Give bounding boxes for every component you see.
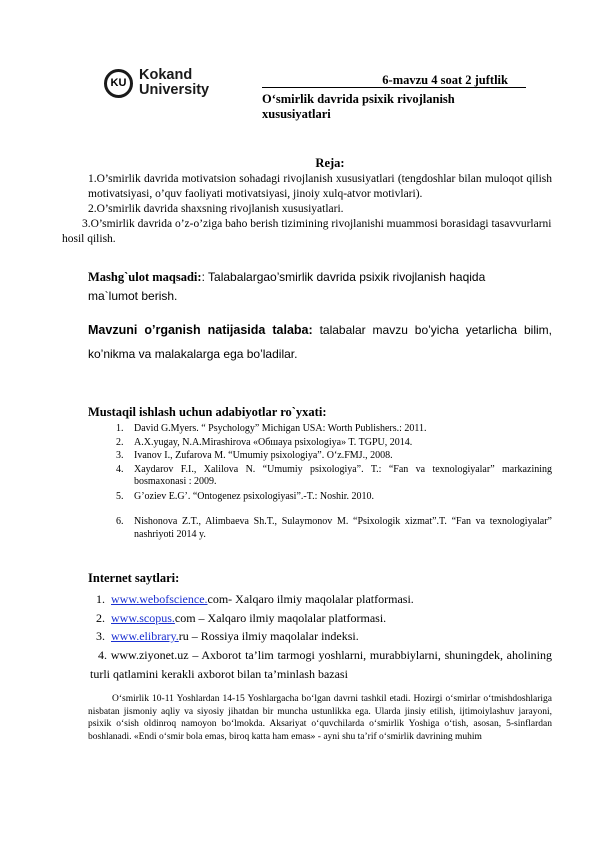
- webofscience-link[interactable]: www.webofscience.: [111, 592, 208, 606]
- list-item: 4. Xaydarov F.I., Xalilova N. “Umumiy psixologiya”. T.: “Fan va texnologiyalar” markazining bosmaxonasi : 2009.: [116, 463, 552, 487]
- elibrary-link[interactable]: www.elibrary.: [111, 629, 179, 643]
- plan-item-3: 3.O’smirlik davrida o’z-o’ziga baho berish tizimining rivojlanishi muammosi borasidagi tasavvurlarni hosil qilish.: [62, 218, 552, 245]
- list-item: 1. David G.Myers. “ Psychology” Michigan USA: Worth Publishers.: 2011.: [116, 423, 427, 434]
- learning-outcome: Mavzuni o’rganish natijasida talaba: talabalar mavzu bo’yicha yetarlicha bilim, ko’nikma va malakalarga ega bo’ladilar.: [88, 323, 552, 361]
- list-item: 2. A.X.yugay, N.A.Mirashirova «Обшaya psixologiya» T. TGPU, 2014.: [116, 436, 413, 448]
- body-paragraph: O‘smirlik 10-11 Yoshlardan 14-15 Yoshlargacha bo‘lgan davrni tashkil etadi. Hozirgi o‘smirlar o‘tmishdoshlariga nisbatan jismoniy aqliy va siyosiy jihatdan bir muncha ustunlikka ega. Ularda jinsiy etilish, ijtimoiylashuv jarayoni, psixik o‘sish oldinroq namoyon bo‘lmokda. Aksariyat o‘quvchilarda o‘smirlik Yoshiga o‘tish, asosan, 5-sinflardan boshlanadi. «Endi o‘smir bola emas, biroq katta ham emas» - ayni shu ta’rif o‘smirlik davrining muhim: [88, 694, 552, 742]
- literature-heading: Mustaqil ishlash uchun adabiyotlar ro`yxati:: [88, 405, 327, 419]
- logo-text: Kokand University: [139, 67, 210, 98]
- list-item: 5. G’oziev E.G’. “Ontogenez psixologiyasi”.-T.: Noshir. 2010.: [116, 490, 375, 502]
- logo-mark-icon: KU: [104, 69, 133, 98]
- topic-label: 6-mavzu 4 soat 2 juftlik: [262, 73, 526, 88]
- list-item: 3. Ivanov I., Zufarova M. “Umumiy psixologiya”. O‘z.FMJ., 2008.: [116, 450, 393, 461]
- learning-outcome-label: Mavzuni o’rganish natijasida talaba:: [88, 323, 313, 337]
- plan-item-1: 1.O’smirlik davrida motivatsion sohadagi rivojlanish xususiyatlari (tengdoshlar bilan muloqot qilish motivatsiyasi, o’quv faoliyati motivatsiyasi, jinoiy xulq-atvor motivlari).: [88, 173, 552, 200]
- scopus-link[interactable]: www.scopus.: [111, 610, 175, 625]
- lesson-goal-label: Mashg`ulot maqsadi:: [88, 270, 202, 284]
- list-item: 3. www.elibrary.ru – Rossiya ilmiy maqolalar indeksi.: [96, 629, 359, 643]
- internet-list: [90, 590, 550, 646]
- plan-heading: Reja:: [315, 156, 345, 170]
- list-item: 1. www.webofscience.com- Xalqaro ilmiy maqolalar platformasi.: [96, 592, 414, 606]
- internet-item-4: 4. www.ziyonet.uz – Axborot ta’lim tarmogi yoshlarni, murabbiylarni, shuningdek, aholining turli qatlamini kerakli axborot bilan ta’minlash bazasi: [90, 648, 552, 681]
- page-title: O‘smirlik davrida psixik rivojlanish xususiyatlari: [262, 92, 455, 121]
- list-item: 6. Nishonova Z.T., Alimbaeva Sh.T., Sulaymonov M. “Psixologik xizmat”.T. “Fan va texnologiyalar” nashriyoti 2014 y.: [116, 516, 552, 540]
- plan-item-2: 2.O’smirlik davrida shaxsning rivojlanish xususiyatlari.: [88, 203, 344, 215]
- university-logo: [104, 68, 226, 102]
- lesson-goal: Mashg`ulot maqsadi:: Talabalargao’smirlik davrida psixik rivojlanish haqida ma`lumot berish.: [88, 270, 486, 303]
- internet-heading: Internet saytlari:: [88, 571, 180, 585]
- literature-list: [116, 423, 552, 541]
- list-item: 2. www.scopus.com – Xalqaro ilmiy maqolalar platformasi.: [96, 610, 387, 625]
